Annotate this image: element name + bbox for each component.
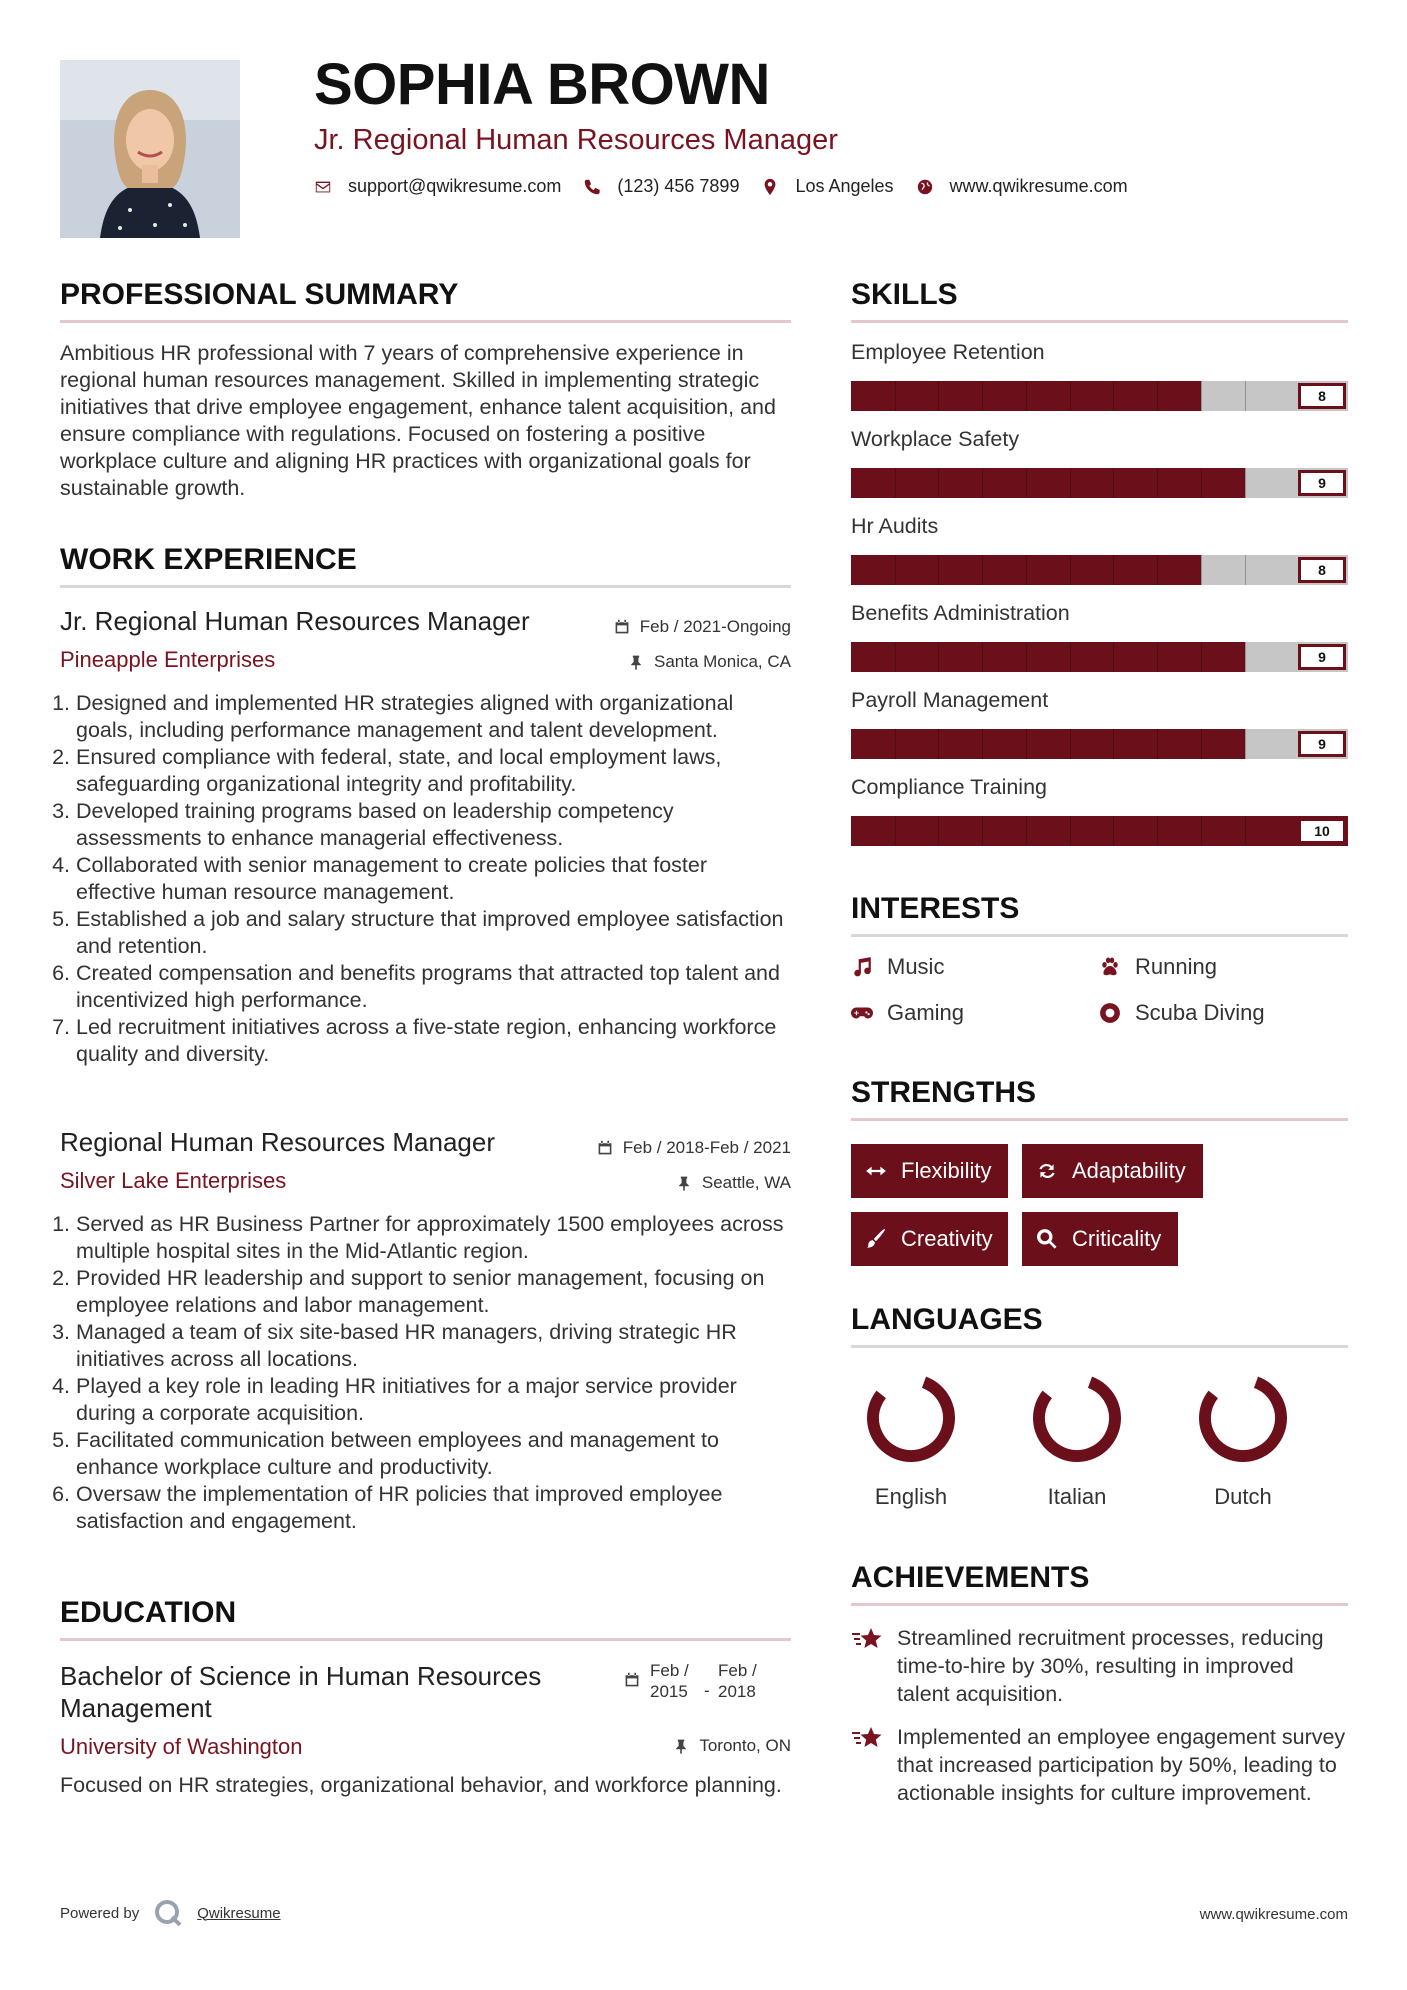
skill-name: Compliance Training [851, 775, 1047, 799]
footer-website[interactable]: www.qwikresume.com [1199, 1906, 1348, 1923]
contact-location [761, 176, 893, 197]
skill-bar-segment [1201, 468, 1202, 498]
skill-bar-segment [1201, 381, 1202, 411]
skill-bar-segment [982, 729, 983, 759]
skill-bar-segment [982, 642, 983, 672]
skill-bar-segment [938, 468, 939, 498]
skill-bar [851, 642, 1348, 672]
duty-item: 3. Managed a team of six site-based HR managers, driving strategic HR initiatives across all locations. [76, 1319, 791, 1373]
education-divider [60, 1638, 791, 1641]
education-start: Feb / 2015 [650, 1661, 689, 1701]
skill-bar-segment [938, 381, 939, 411]
job-dates [614, 617, 791, 637]
footer-powered-by [60, 1898, 281, 1928]
skill-bar [851, 468, 1348, 498]
job-location [628, 652, 791, 672]
skill-bar-segment [1245, 468, 1246, 498]
skill-value: 8 [1298, 557, 1346, 583]
paint-brush-icon [865, 1228, 887, 1250]
contact-email[interactable] [314, 176, 561, 197]
language-item [1183, 1370, 1303, 1510]
email-text: support@qwikresume.com [348, 176, 562, 196]
skill-bar-segment [1070, 642, 1071, 672]
interest-label: Scuba Diving [1135, 1000, 1265, 1025]
skill-bar-segment [1070, 816, 1071, 846]
skill-bar-segment [982, 381, 983, 411]
interest-item [851, 1000, 964, 1026]
skill-bar-segment [1157, 642, 1158, 672]
location-text: Los Angeles [795, 176, 894, 196]
phone-icon [583, 178, 601, 196]
education-heading: EDUCATION [60, 1596, 237, 1629]
calendar-icon [614, 619, 630, 635]
language-level-arc [1195, 1370, 1291, 1466]
strengths-divider [851, 1118, 1348, 1121]
skill-bar-segment [1245, 729, 1246, 759]
skill-bar-segment [1201, 729, 1202, 759]
skills-divider [851, 320, 1348, 323]
contact-phone[interactable] [583, 176, 739, 197]
candidate-name: SOPHIA BROWN [314, 52, 770, 117]
skills-heading: SKILLS [851, 278, 958, 311]
interest-item [1099, 1000, 1265, 1026]
summary-divider [60, 320, 791, 323]
skill-bar-segment [938, 729, 939, 759]
website-text: www.qwikresume.com [949, 176, 1128, 196]
language-item [851, 1370, 971, 1510]
language-level-arc [863, 1370, 959, 1466]
skill-bar-segment [982, 555, 983, 585]
skill-bar-segment [1157, 555, 1158, 585]
qwikresume-logo-icon [153, 1898, 183, 1928]
job-location [676, 1173, 791, 1193]
summary-heading: PROFESSIONAL SUMMARY [60, 278, 459, 311]
skill-bar [851, 729, 1348, 759]
duty-item: 4. Collaborated with senior management to create policies that foster effective human resource management. [76, 852, 791, 906]
skill-bar-segment [1113, 729, 1114, 759]
job-dates-text: Feb / 2018-Feb / 2021 [622, 1138, 791, 1157]
skill-bar-segment [982, 468, 983, 498]
job-location-text: Santa Monica, CA [653, 652, 791, 671]
strength-label: Adaptability [1072, 1158, 1186, 1183]
skill-bar-segment [938, 816, 939, 846]
brand-link[interactable]: Qwikresume [197, 1904, 281, 1922]
skill-bar-segment [1245, 642, 1246, 672]
strength-label: Flexibility [901, 1158, 992, 1183]
achievement-item [851, 1723, 1348, 1807]
degree-title: Bachelor of Science in Human Resources Management [60, 1661, 542, 1723]
experience-heading: WORK EXPERIENCE [60, 543, 357, 576]
duty-item: 5. Facilitated communication between employees and management to enhance workplace culture and productivity. [76, 1427, 791, 1481]
interests-divider [851, 934, 1348, 937]
duty-item: 6. Oversaw the implementation of HR policies that improved employee satisfaction and engagement. [76, 1481, 791, 1535]
interests-heading: INTERESTS [851, 892, 1020, 925]
skill-bar-segment [1157, 381, 1158, 411]
duty-item: 3. Developed training programs based on leadership competency assessments to enhance managerial effectiveness. [76, 798, 791, 852]
interest-label: Gaming [887, 1000, 965, 1025]
duty-item: 5. Established a job and salary structure that improved employee satisfaction and retention. [76, 906, 791, 960]
job-dates-text: Feb / 2021-Ongoing [639, 617, 791, 636]
skill-bar-segment [1026, 555, 1027, 585]
skill-bar-segment [895, 729, 896, 759]
skill-bar-segment [1113, 381, 1114, 411]
skill-bar-segment [1026, 381, 1027, 411]
skill-bar-segment [938, 642, 939, 672]
map-marker-icon [761, 178, 779, 196]
language-name: English [874, 1484, 948, 1509]
contact-website[interactable] [916, 176, 1128, 197]
skill-name: Hr Audits [851, 514, 939, 538]
language-level-arc [1029, 1370, 1125, 1466]
skill-bar-segment [1026, 642, 1027, 672]
achievements-heading: ACHIEVEMENTS [851, 1561, 1090, 1594]
skill-bar-fill [851, 816, 1348, 846]
education-end: Feb / 2018 [718, 1661, 757, 1701]
duty-item: 2. Provided HR leadership and support to senior management, focusing on employee relations and labor management. [76, 1265, 791, 1319]
skill-bar-segment [1157, 729, 1158, 759]
envelope-icon [314, 178, 332, 196]
gamepad-icon [851, 1002, 873, 1024]
skill-bar-segment [895, 555, 896, 585]
pushpin-icon [673, 1738, 689, 1754]
skill-bar-segment [1157, 816, 1158, 846]
job-title: Jr. Regional Human Resources Manager [60, 606, 530, 636]
trophy-star-icon [851, 1725, 883, 1751]
skill-bar-segment [1070, 381, 1071, 411]
language-name: Italian [1047, 1484, 1107, 1509]
paw-icon [1099, 956, 1121, 978]
skill-bar-segment [1113, 816, 1114, 846]
job-company: Pineapple Enterprises [60, 647, 276, 672]
skill-bar-segment [1245, 816, 1246, 846]
school-name: University of Washington [60, 1734, 303, 1759]
strength-tag [851, 1144, 1008, 1198]
skill-bar-segment [895, 816, 896, 846]
job-dates [597, 1138, 791, 1158]
calendar-icon [624, 1672, 640, 1688]
skill-bar-segment [895, 381, 896, 411]
job-location-text: Seattle, WA [701, 1173, 791, 1192]
duty-item: 1. Served as HR Business Partner for approximately 1500 employees across multiple hospital sites in the Mid-Atlantic region. [76, 1211, 791, 1265]
pushpin-icon [628, 654, 644, 670]
skill-value: 10 [1298, 818, 1346, 844]
skill-bar-segment [938, 555, 939, 585]
strength-label: Creativity [901, 1226, 993, 1251]
candidate-title: Jr. Regional Human Resources Manager [314, 124, 838, 156]
interest-label: Running [1135, 954, 1217, 979]
languages-divider [851, 1345, 1348, 1348]
globe-icon [916, 178, 934, 196]
strength-tag [1022, 1144, 1203, 1198]
skill-bar-segment [895, 468, 896, 498]
contact-bar [314, 176, 1150, 197]
duty-item: 6. Created compensation and benefits programs that attracted top talent and incentivized high performance. [76, 960, 791, 1014]
refresh-icon [1036, 1160, 1058, 1182]
achievement-text: Implemented an employee engagement survey that increased participation by 50%, leading to actionable insights for culture improvement. [897, 1725, 1346, 1805]
job-duties [58, 1211, 791, 1535]
education-location [673, 1736, 791, 1756]
skill-value: 9 [1298, 470, 1346, 496]
skill-name: Benefits Administration [851, 601, 1070, 625]
skill-bar-segment [1245, 381, 1246, 411]
skill-bar-segment [1113, 555, 1114, 585]
skill-bar [851, 381, 1348, 411]
skill-bar-segment [1201, 642, 1202, 672]
skill-bar-segment [895, 642, 896, 672]
skill-bar-segment [1113, 642, 1114, 672]
skill-name: Workplace Safety [851, 427, 1020, 451]
languages-heading: LANGUAGES [851, 1303, 1043, 1336]
strength-label: Criticality [1072, 1226, 1162, 1251]
skill-bar-segment [1026, 729, 1027, 759]
search-icon [1036, 1228, 1058, 1250]
strength-tag [851, 1212, 1008, 1266]
skill-bar-segment [1070, 729, 1071, 759]
skill-bar-segment [982, 816, 983, 846]
language-item [1017, 1370, 1137, 1510]
achievement-item [851, 1624, 1348, 1708]
strength-tag [1022, 1212, 1178, 1266]
language-name: Dutch [1214, 1484, 1272, 1509]
skill-value: 9 [1298, 731, 1346, 757]
arrows-h-icon [865, 1160, 887, 1182]
skill-value: 9 [1298, 644, 1346, 670]
powered-by-text: Powered by [60, 1904, 140, 1922]
calendar-icon [597, 1140, 613, 1156]
achievement-text: Streamlined recruitment processes, reducing time-to-hire by 30%, resulting in improved talent acquisition. [897, 1626, 1324, 1706]
education-dates [624, 1660, 772, 1702]
skill-bar-segment [1157, 468, 1158, 498]
duty-item: 4. Played a key role in leading HR initiatives for a major service provider during a corporate acquisition. [76, 1373, 791, 1427]
education-location-text: Toronto, ON [699, 1736, 791, 1755]
skill-bar-fill [851, 642, 1245, 672]
skill-name: Employee Retention [851, 340, 1045, 364]
job-title: Regional Human Resources Manager [60, 1127, 496, 1157]
education-description: Focused on HR strategies, organizational behavior, and workforce planning. [60, 1773, 782, 1797]
date-separator: - [704, 1681, 710, 1700]
language-level-ring [1029, 1370, 1125, 1466]
duty-item: 2. Ensured compliance with federal, state, and local employment laws, safeguarding organizational integrity and profitability. [76, 744, 791, 798]
trophy-star-icon [851, 1626, 883, 1652]
skill-name: Payroll Management [851, 688, 1049, 712]
skill-bar-segment [1026, 468, 1027, 498]
skill-bar-segment [1026, 816, 1027, 846]
duty-item: 1. Designed and implemented HR strategies aligned with organizational goals, including performance management and talent development. [76, 690, 791, 744]
profile-photo [60, 60, 240, 238]
job-company: Silver Lake Enterprises [60, 1168, 287, 1193]
summary-text: Ambitious HR professional with 7 years of comprehensive experience in regional human resources management. Skilled in implementing strategic initiatives that drive employee engagement, enhance talent acquisition, and ensure compliance with regulations. Focused on fostering a positive workplace culture and aligning HR practices with organizational goals for sustainable growth. [60, 341, 776, 500]
skill-value: 8 [1298, 383, 1346, 409]
skill-bar-segment [1201, 816, 1202, 846]
skill-bar-segment [1201, 555, 1202, 585]
job-duties [58, 690, 791, 1068]
skill-bar-fill [851, 729, 1245, 759]
language-level-ring [863, 1370, 959, 1466]
interest-item [1099, 954, 1217, 980]
skill-bar [851, 555, 1348, 585]
achievements-divider [851, 1603, 1348, 1606]
pushpin-icon [676, 1175, 692, 1191]
music-icon [851, 956, 873, 978]
experience-divider [60, 585, 791, 588]
duty-item: 7. Led recruitment initiatives across a five-state region, enhancing workforce quality and diversity. [76, 1014, 791, 1068]
life-ring-icon [1099, 1002, 1121, 1024]
language-level-ring [1195, 1370, 1291, 1466]
skill-bar [851, 816, 1348, 846]
skill-bar-fill [851, 468, 1245, 498]
strengths-heading: STRENGTHS [851, 1076, 1037, 1109]
phone-text: (123) 456 7899 [617, 176, 740, 196]
interest-item [851, 954, 944, 980]
skill-bar-segment [1070, 555, 1071, 585]
skill-bar-segment [1070, 468, 1071, 498]
skill-bar-segment [1113, 468, 1114, 498]
interest-label: Music [887, 954, 945, 979]
skill-bar-segment [1245, 555, 1246, 585]
